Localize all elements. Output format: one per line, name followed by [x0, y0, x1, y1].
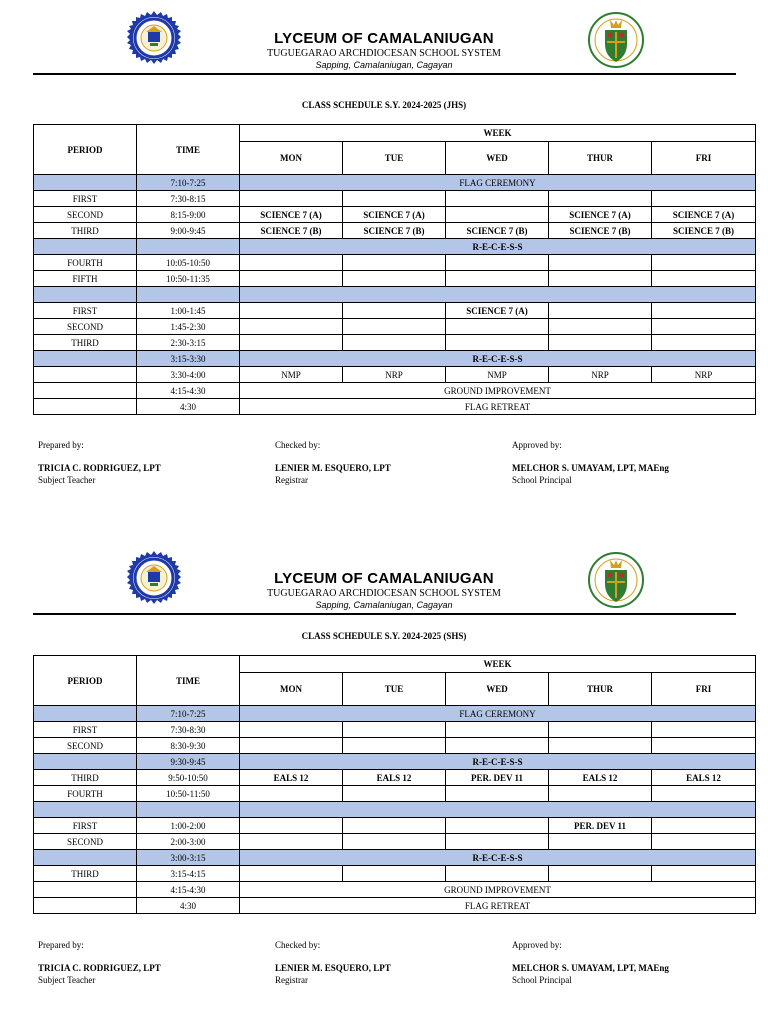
time-cell: 4:30	[137, 399, 240, 415]
class-cell-thur	[549, 191, 652, 207]
table-row	[34, 898, 756, 914]
event-cell	[240, 287, 756, 303]
time-cell: 2:30-3:15	[137, 335, 240, 351]
class-cell-thur	[549, 319, 652, 335]
signature-title: School Principal	[512, 475, 572, 485]
table-row	[34, 335, 756, 351]
class-cell-wed	[446, 191, 549, 207]
time-cell: 10:50-11:35	[137, 271, 240, 287]
table-row	[34, 223, 756, 239]
class-cell-mon: NMP	[240, 367, 343, 383]
period-cell	[34, 175, 137, 191]
table-row	[34, 818, 756, 834]
school-name: LYCEUM OF CAMALANIUGAN	[274, 570, 494, 587]
class-cell-wed	[446, 866, 549, 882]
class-cell-thur: SCIENCE 7 (B)	[549, 223, 652, 239]
class-cell-wed: PER. DEV 11	[446, 770, 549, 786]
signature-name: LENIER M. ESQUERO, LPT	[275, 963, 391, 973]
class-cell-mon	[240, 786, 343, 802]
signature-title: School Principal	[512, 975, 572, 985]
class-cell-mon	[240, 319, 343, 335]
period-cell: FIRST	[34, 818, 137, 834]
signature-role: Prepared by:	[38, 440, 84, 450]
school-system: TUGUEGARAO ARCHDIOCESAN SCHOOL SYSTEM	[267, 48, 501, 59]
event-cell: FLAG CEREMONY	[240, 706, 756, 722]
class-cell-wed	[446, 319, 549, 335]
table-row	[34, 191, 756, 207]
class-cell-thur: EALS 12	[549, 770, 652, 786]
schedule-table	[33, 124, 756, 415]
class-cell-tue	[343, 786, 446, 802]
archdiocesan-seal-icon	[588, 12, 644, 68]
header-day-wed: WED	[446, 673, 549, 706]
event-cell: R-E-C-E-S-S	[240, 754, 756, 770]
class-cell-tue	[343, 834, 446, 850]
event-cell: GROUND IMPROVEMENT	[240, 882, 756, 898]
class-cell-tue: SCIENCE 7 (B)	[343, 223, 446, 239]
event-cell	[240, 802, 756, 818]
class-cell-wed: SCIENCE 7 (B)	[446, 223, 549, 239]
time-cell: 7:10-7:25	[137, 175, 240, 191]
period-cell: FOURTH	[34, 255, 137, 271]
class-cell-tue	[343, 818, 446, 834]
signature-role: Prepared by:	[38, 940, 84, 950]
class-cell-tue: EALS 12	[343, 770, 446, 786]
archdiocesan-seal-icon	[588, 552, 644, 608]
signature-name: MELCHOR S. UMAYAM, LPT, MAEng	[512, 463, 669, 473]
table-row	[34, 802, 756, 818]
table-row	[34, 850, 756, 866]
time-cell: 1:45-2:30	[137, 319, 240, 335]
signature-name: TRICIA C. RODRIGUEZ, LPT	[38, 963, 161, 973]
header-day-mon: MON	[240, 673, 343, 706]
class-cell-mon	[240, 335, 343, 351]
period-cell: SECOND	[34, 834, 137, 850]
class-cell-thur: PER. DEV 11	[549, 818, 652, 834]
table-row	[34, 770, 756, 786]
class-cell-tue: NRP	[343, 367, 446, 383]
period-cell: THIRD	[34, 223, 137, 239]
school-header	[0, 0, 768, 76]
signature-name: LENIER M. ESQUERO, LPT	[275, 463, 391, 473]
time-cell: 7:30-8:30	[137, 722, 240, 738]
schedule-title: CLASS SCHEDULE S.Y. 2024-2025 (JHS)	[301, 100, 467, 110]
period-cell: FIRST	[34, 191, 137, 207]
class-cell-mon	[240, 303, 343, 319]
class-cell-fri	[652, 866, 756, 882]
class-cell-wed	[446, 786, 549, 802]
period-cell: FIRST	[34, 722, 137, 738]
time-cell: 9:00-9:45	[137, 223, 240, 239]
time-cell: 7:10-7:25	[137, 706, 240, 722]
class-cell-fri	[652, 818, 756, 834]
table-row	[34, 722, 756, 738]
event-cell: R-E-C-E-S-S	[240, 239, 756, 255]
class-cell-thur	[549, 255, 652, 271]
class-cell-thur	[549, 271, 652, 287]
class-cell-mon: SCIENCE 7 (B)	[240, 223, 343, 239]
school-address: Sapping, Camalaniugan, Cagayan	[315, 600, 453, 610]
table-row	[34, 351, 756, 367]
class-cell-fri	[652, 303, 756, 319]
time-cell: 1:00-2:00	[137, 818, 240, 834]
school-address: Sapping, Camalaniugan, Cagayan	[315, 60, 453, 70]
period-cell	[34, 850, 137, 866]
period-cell: FIRST	[34, 303, 137, 319]
event-cell: R-E-C-E-S-S	[240, 850, 756, 866]
time-cell: 4:15-4:30	[137, 882, 240, 898]
class-cell-tue	[343, 255, 446, 271]
period-cell	[34, 898, 137, 914]
class-cell-tue	[343, 866, 446, 882]
class-cell-fri	[652, 335, 756, 351]
time-cell: 4:15-4:30	[137, 383, 240, 399]
time-cell: 7:30-8:15	[137, 191, 240, 207]
table-row	[34, 786, 756, 802]
time-cell: 9:50-10:50	[137, 770, 240, 786]
period-cell: SECOND	[34, 319, 137, 335]
class-cell-thur	[549, 738, 652, 754]
class-cell-fri	[652, 255, 756, 271]
class-cell-tue	[343, 722, 446, 738]
header-day-thur: THUR	[549, 673, 652, 706]
table-row	[34, 175, 756, 191]
time-cell: 8:15-9:00	[137, 207, 240, 223]
signature-role: Checked by:	[275, 940, 321, 950]
class-cell-mon	[240, 191, 343, 207]
class-cell-fri	[652, 191, 756, 207]
time-cell: 9:30-9:45	[137, 754, 240, 770]
table-row	[34, 706, 756, 722]
table-row	[34, 271, 756, 287]
event-cell: FLAG RETREAT	[240, 399, 756, 415]
class-cell-mon	[240, 834, 343, 850]
class-cell-wed	[446, 738, 549, 754]
event-cell: FLAG RETREAT	[240, 898, 756, 914]
period-cell: FOURTH	[34, 786, 137, 802]
table-row	[34, 866, 756, 882]
class-cell-tue	[343, 271, 446, 287]
time-cell: 3:30-4:00	[137, 367, 240, 383]
time-cell	[137, 802, 240, 818]
schedule-table	[33, 655, 756, 914]
class-cell-thur	[549, 834, 652, 850]
period-cell	[34, 367, 137, 383]
table-row	[34, 287, 756, 303]
header-day-wed: WED	[446, 142, 549, 175]
table-row	[34, 207, 756, 223]
class-cell-tue: SCIENCE 7 (A)	[343, 207, 446, 223]
table-row	[34, 834, 756, 850]
signature-title: Subject Teacher	[38, 475, 96, 485]
table-row	[34, 367, 756, 383]
class-cell-mon: EALS 12	[240, 770, 343, 786]
table-row	[34, 399, 756, 415]
class-cell-thur	[549, 722, 652, 738]
signature-title: Registrar	[275, 975, 308, 985]
signature-name: TRICIA C. RODRIGUEZ, LPT	[38, 463, 161, 473]
period-cell	[34, 706, 137, 722]
header-time: TIME	[137, 656, 240, 706]
school-header	[0, 540, 768, 616]
class-cell-wed	[446, 255, 549, 271]
period-cell: SECOND	[34, 207, 137, 223]
class-cell-tue	[343, 191, 446, 207]
class-cell-thur	[549, 786, 652, 802]
class-cell-fri: SCIENCE 7 (A)	[652, 207, 756, 223]
school-system: TUGUEGARAO ARCHDIOCESAN SCHOOL SYSTEM	[267, 588, 501, 599]
signature-role: Approved by:	[512, 940, 562, 950]
header-day-tue: TUE	[343, 142, 446, 175]
time-cell: 10:05-10:50	[137, 255, 240, 271]
class-cell-wed	[446, 271, 549, 287]
header-day-mon: MON	[240, 142, 343, 175]
header-time: TIME	[137, 125, 240, 175]
class-cell-mon	[240, 818, 343, 834]
class-cell-tue	[343, 319, 446, 335]
class-cell-wed	[446, 335, 549, 351]
header-day-fri: FRI	[652, 142, 756, 175]
class-cell-wed	[446, 207, 549, 223]
period-cell	[34, 882, 137, 898]
school-name: LYCEUM OF CAMALANIUGAN	[274, 30, 494, 47]
table-row	[34, 383, 756, 399]
time-cell: 10:50-11:50	[137, 786, 240, 802]
class-cell-fri	[652, 786, 756, 802]
period-cell: THIRD	[34, 866, 137, 882]
period-cell	[34, 754, 137, 770]
class-cell-fri	[652, 738, 756, 754]
class-cell-fri: SCIENCE 7 (B)	[652, 223, 756, 239]
period-cell	[34, 802, 137, 818]
time-cell: 4:30	[137, 898, 240, 914]
time-cell: 3:00-3:15	[137, 850, 240, 866]
period-cell	[34, 239, 137, 255]
time-cell: 3:15-4:15	[137, 866, 240, 882]
class-cell-mon	[240, 866, 343, 882]
signature-name: MELCHOR S. UMAYAM, LPT, MAEng	[512, 963, 669, 973]
class-cell-wed: SCIENCE 7 (A)	[446, 303, 549, 319]
class-cell-fri: NRP	[652, 367, 756, 383]
header-period: PERIOD	[34, 125, 137, 175]
period-cell	[34, 399, 137, 415]
time-cell	[137, 239, 240, 255]
schedule-title: CLASS SCHEDULE S.Y. 2024-2025 (SHS)	[301, 631, 467, 641]
class-cell-fri	[652, 722, 756, 738]
time-cell: 3:15-3:30	[137, 351, 240, 367]
class-cell-thur	[549, 303, 652, 319]
period-cell: FIFTH	[34, 271, 137, 287]
time-cell: 1:00-1:45	[137, 303, 240, 319]
table-row	[34, 239, 756, 255]
header-day-tue: TUE	[343, 673, 446, 706]
table-row	[34, 255, 756, 271]
signature-title: Registrar	[275, 475, 308, 485]
header-day-fri: FRI	[652, 673, 756, 706]
class-cell-wed	[446, 818, 549, 834]
header-rule	[33, 73, 736, 75]
period-cell	[34, 383, 137, 399]
shs-schedule-section	[0, 540, 768, 985]
jhs-schedule-section	[0, 0, 768, 485]
class-cell-tue	[343, 303, 446, 319]
table-row	[34, 754, 756, 770]
header-period: PERIOD	[34, 656, 137, 706]
table-row	[34, 738, 756, 754]
class-cell-mon	[240, 271, 343, 287]
class-cell-wed	[446, 834, 549, 850]
signature-role: Approved by:	[512, 440, 562, 450]
time-cell: 2:00-3:00	[137, 834, 240, 850]
time-cell: 8:30-9:30	[137, 738, 240, 754]
class-cell-thur: SCIENCE 7 (A)	[549, 207, 652, 223]
signature-title: Subject Teacher	[38, 975, 96, 985]
class-cell-thur	[549, 335, 652, 351]
class-cell-wed	[446, 722, 549, 738]
header-day-thur: THUR	[549, 142, 652, 175]
class-cell-mon	[240, 255, 343, 271]
time-cell	[137, 287, 240, 303]
class-cell-tue	[343, 335, 446, 351]
table-row	[34, 319, 756, 335]
period-cell	[34, 287, 137, 303]
period-cell: THIRD	[34, 770, 137, 786]
event-cell: GROUND IMPROVEMENT	[240, 383, 756, 399]
class-cell-fri	[652, 319, 756, 335]
table-row	[34, 303, 756, 319]
class-cell-fri: EALS 12	[652, 770, 756, 786]
period-cell: THIRD	[34, 335, 137, 351]
table-row	[34, 882, 756, 898]
event-cell: R-E-C-E-S-S	[240, 351, 756, 367]
period-cell	[34, 351, 137, 367]
class-cell-mon	[240, 738, 343, 754]
class-cell-tue	[343, 738, 446, 754]
period-cell: SECOND	[34, 738, 137, 754]
class-cell-thur	[549, 866, 652, 882]
header-week: WEEK	[240, 125, 756, 142]
signature-role: Checked by:	[275, 440, 321, 450]
class-cell-wed: NMP	[446, 367, 549, 383]
class-cell-fri	[652, 834, 756, 850]
class-cell-mon	[240, 722, 343, 738]
class-cell-thur: NRP	[549, 367, 652, 383]
class-cell-fri	[652, 271, 756, 287]
header-week: WEEK	[240, 656, 756, 673]
header-rule	[33, 613, 736, 615]
class-cell-mon: SCIENCE 7 (A)	[240, 207, 343, 223]
event-cell: FLAG CEREMONY	[240, 175, 756, 191]
